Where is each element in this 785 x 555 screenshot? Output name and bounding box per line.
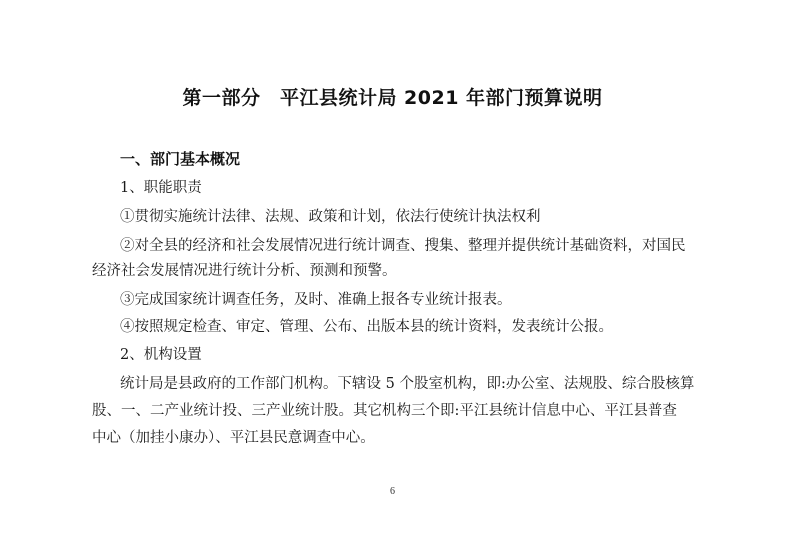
page-number: 6 [390, 486, 395, 497]
duty-item-2-continued: 经济社会发展情况进行统计分析、预测和预警。 [92, 263, 397, 279]
organization-paragraph-line-1: 统计局是县政府的工作部门机构。下辖设 5 个股室机构，即:办公室、法规股、综合股核算 [120, 376, 695, 392]
duty-item-4: ④按照规定检查、审定、管理、公布、出版本县的统计资料，发表统计公报。 [120, 319, 613, 335]
organization-paragraph-line-2: 股、一、二产业统计投、三产业统计股。其它机构三个即:平江县统计信息中心、平江县普查 [92, 403, 677, 419]
subsection-heading-duties: 1、职能职责 [120, 180, 202, 196]
duty-item-1: ①贯彻实施统计法律、法规、政策和计划，依法行使统计执法权利 [120, 209, 541, 225]
section-heading: 一、部门基本概况 [120, 150, 241, 168]
organization-paragraph-line-3: 中心（加挂小康办）、平江县民意调查中心。 [92, 430, 375, 446]
page-title: 第一部分 平江县统计局 2021 年部门预算说明 [182, 87, 603, 109]
duty-item-2: ②对全县的经济和社会发展情况进行统计调查、搜集、整理并提供统计基础资料，对国民 [120, 238, 686, 254]
subsection-heading-organization: 2、机构设置 [120, 347, 202, 363]
duty-item-3: ③完成国家统计调查任务，及时、准确上报各专业统计报表。 [120, 292, 512, 308]
